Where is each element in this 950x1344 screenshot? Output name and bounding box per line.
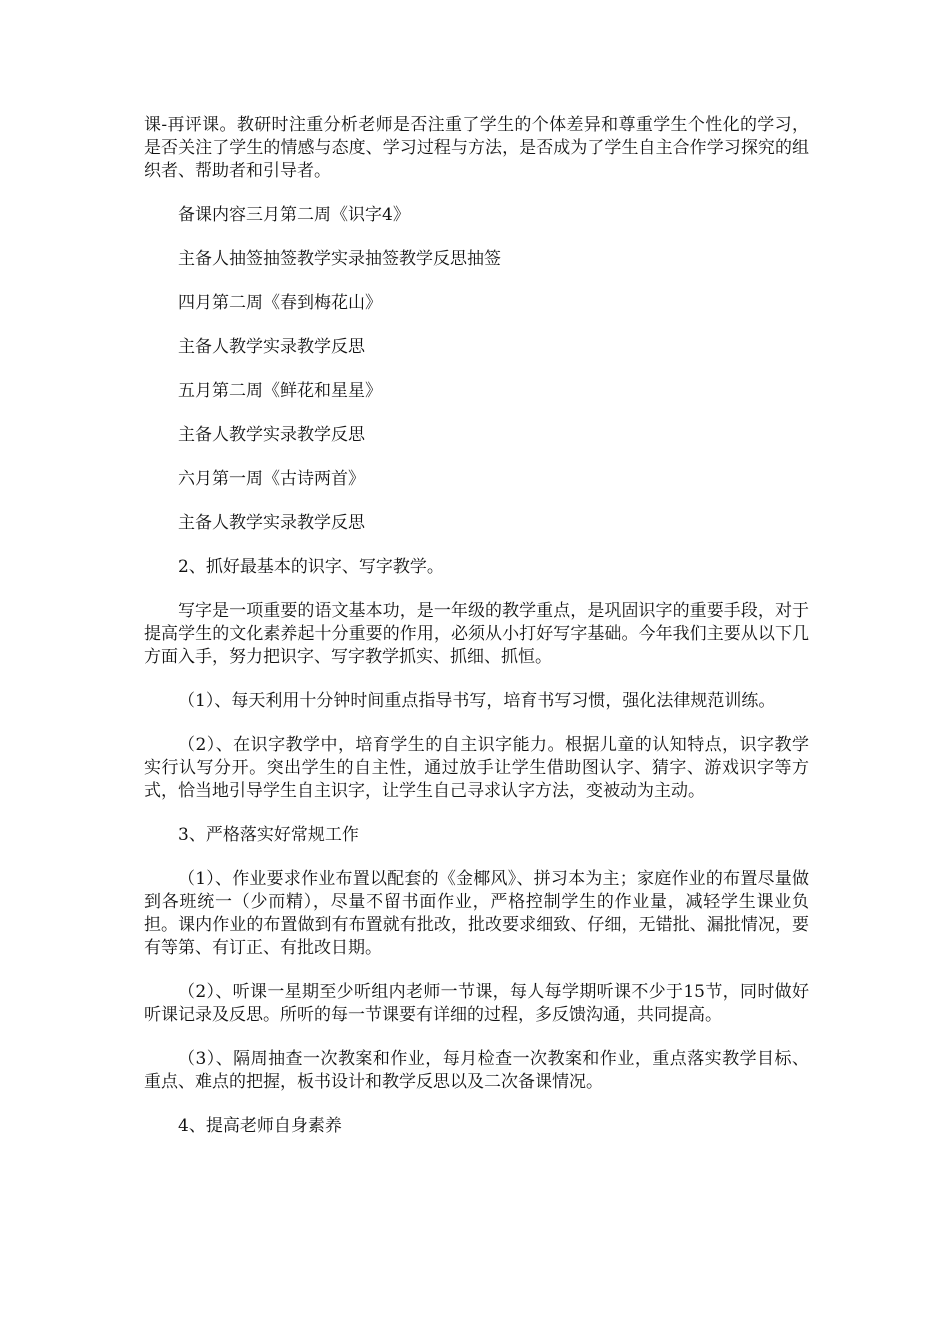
paragraph: 主备人教学实录教学反思 — [178, 425, 365, 445]
paragraph: 备课内容三月第二周《识字4》 — [178, 205, 410, 225]
paragraph: 课-再评课。教研时注重分析老师是否注重了学生的个体差异和尊重学生个性化的学习，是否关注了学生的情感与态度、学习过程与方法，是否成为了学生自主合作学习探究的组织者、帮助者和引导者。 — [144, 115, 809, 181]
paragraph: 六月第一周《古诗两首》 — [178, 469, 365, 489]
paragraph: （2）、听课一星期至少听组内老师一节课，每人每学期听课不少于15节，同时做好听课记录及反思。所听的每一节课要有详细的过程，多反馈沟通，共同提高。 — [144, 982, 809, 1025]
section-heading: 2、抓好最基本的识字、写字教学。 — [178, 557, 444, 577]
paragraph: 五月第二周《鲜花和星星》 — [178, 381, 382, 401]
paragraph: 主备人抽签抽签教学实录抽签教学反思抽签 — [178, 249, 501, 269]
document-body — [144, 114, 809, 1159]
paragraph: （1）、每天利用十分钟时间重点指导书写，培育书写习惯，强化法律规范训练。 — [178, 691, 776, 711]
paragraph: （1）、作业要求作业布置以配套的《金椰风》、拼习本为主；家庭作业的布置尽量做到各班统一（少而精），尽量不留书面作业，严格控制学生的作业量，减轻学生课业负担。课内作业的布置做到有布置就有批改，批改要求细致、仔细，无错批、漏批情况，要有等第、有订正、有批改日期。 — [144, 869, 809, 958]
paragraph: 写字是一项重要的语文基本功，是一年级的教学重点，是巩固识字的重要手段，对于提高学生的文化素养起十分重要的作用，必须从小打好写字基础。今年我们主要从以下几方面入手，努力把识字、写字教学抓实、抓细、抓恒。 — [144, 601, 809, 667]
paragraph: 四月第二周《春到梅花山》 — [178, 293, 382, 313]
section-heading: 3、严格落实好常规工作 — [178, 825, 359, 845]
paragraph: 主备人教学实录教学反思 — [178, 337, 365, 357]
section-heading: 4、提高老师自身素养 — [178, 1116, 342, 1136]
paragraph: 主备人教学实录教学反思 — [178, 513, 365, 533]
paragraph: （2）、在识字教学中，培育学生的自主识字能力。根据儿童的认知特点，识字教学实行认写分开。突出学生的自主性，通过放手让学生借助图认字、猜字、游戏识字等方式，恰当地引导学生自主识字，让学生自己寻求认字方法，变被动为主动。 — [144, 735, 809, 801]
paragraph: （3）、隔周抽查一次教案和作业，每月检查一次教案和作业，重点落实教学目标、重点、难点的把握，板书设计和教学反思以及二次备课情况。 — [144, 1049, 809, 1092]
